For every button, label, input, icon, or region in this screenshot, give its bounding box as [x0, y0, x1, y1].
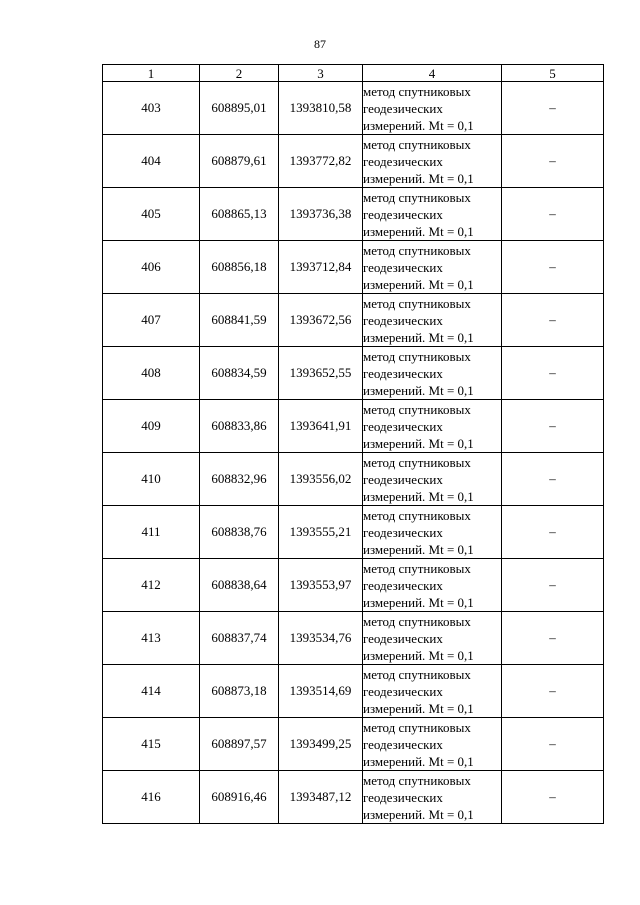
method-line: метод спутниковых [363, 295, 471, 311]
method-line: геодезических [363, 683, 443, 699]
method-cell [363, 294, 502, 347]
method-line: метод спутниковых [363, 401, 471, 417]
column-header: 3 [279, 65, 363, 82]
method-line: геодезических [363, 630, 443, 646]
x-coordinate-cell: 608832,96 [200, 453, 279, 506]
point-number-cell: 409 [103, 400, 200, 453]
method-cell [363, 241, 502, 294]
note-cell: – [502, 718, 604, 771]
table-row [103, 188, 604, 241]
method-line: метод спутниковых [363, 507, 471, 523]
point-number-cell: 406 [103, 241, 200, 294]
method-line: метод спутниковых [363, 83, 471, 99]
method-line: измерений. Mt = 0,1 [363, 223, 474, 239]
x-coordinate-cell: 608916,46 [200, 771, 279, 824]
method-line: метод спутниковых [363, 348, 471, 364]
coordinates-table [102, 64, 604, 824]
method-line: метод спутниковых [363, 666, 471, 682]
column-header: 1 [103, 65, 200, 82]
note-cell: – [502, 665, 604, 718]
x-coordinate-cell: 608838,64 [200, 559, 279, 612]
method-cell [363, 400, 502, 453]
method-line: измерений. Mt = 0,1 [363, 488, 474, 504]
table-row [103, 506, 604, 559]
method-line: геодезических [363, 365, 443, 381]
method-cell [363, 188, 502, 241]
x-coordinate-cell: 608897,57 [200, 718, 279, 771]
method-cell [363, 82, 502, 135]
note-cell: – [502, 294, 604, 347]
method-line: метод спутниковых [363, 136, 471, 152]
table-row [103, 453, 604, 506]
note-cell: – [502, 135, 604, 188]
method-line: геодезических [363, 418, 443, 434]
y-coordinate-cell: 1393556,02 [279, 453, 363, 506]
point-number-cell: 413 [103, 612, 200, 665]
method-line: метод спутниковых [363, 189, 471, 205]
method-cell [363, 665, 502, 718]
method-cell [363, 347, 502, 400]
method-line: метод спутниковых [363, 613, 471, 629]
point-number-cell: 407 [103, 294, 200, 347]
y-coordinate-cell: 1393712,84 [279, 241, 363, 294]
table-row [103, 347, 604, 400]
x-coordinate-cell: 608834,59 [200, 347, 279, 400]
method-cell [363, 506, 502, 559]
y-coordinate-cell: 1393553,97 [279, 559, 363, 612]
x-coordinate-cell: 608856,18 [200, 241, 279, 294]
table-row [103, 82, 604, 135]
table-row [103, 771, 604, 824]
note-cell: – [502, 82, 604, 135]
method-line: измерений. Mt = 0,1 [363, 647, 474, 663]
method-line: измерений. Mt = 0,1 [363, 435, 474, 451]
table-row [103, 665, 604, 718]
method-cell [363, 718, 502, 771]
point-number-cell: 405 [103, 188, 200, 241]
note-cell: – [502, 506, 604, 559]
point-number-cell: 412 [103, 559, 200, 612]
method-line: геодезических [363, 100, 443, 116]
point-number-cell: 404 [103, 135, 200, 188]
table-row [103, 294, 604, 347]
column-header: 5 [502, 65, 604, 82]
method-line: измерений. Mt = 0,1 [363, 276, 474, 292]
table-row [103, 612, 604, 665]
point-number-cell: 416 [103, 771, 200, 824]
note-cell: – [502, 559, 604, 612]
method-line: измерений. Mt = 0,1 [363, 117, 474, 133]
note-cell: – [502, 241, 604, 294]
y-coordinate-cell: 1393641,91 [279, 400, 363, 453]
y-coordinate-cell: 1393499,25 [279, 718, 363, 771]
point-number-cell: 410 [103, 453, 200, 506]
note-cell: – [502, 188, 604, 241]
method-line: геодезических [363, 259, 443, 275]
method-cell [363, 559, 502, 612]
method-line: измерений. Mt = 0,1 [363, 594, 474, 610]
y-coordinate-cell: 1393487,12 [279, 771, 363, 824]
note-cell: – [502, 612, 604, 665]
y-coordinate-cell: 1393772,82 [279, 135, 363, 188]
x-coordinate-cell: 608879,61 [200, 135, 279, 188]
method-line: геодезических [363, 471, 443, 487]
page-number: 87 [314, 37, 326, 51]
x-coordinate-cell: 608837,74 [200, 612, 279, 665]
column-header: 2 [200, 65, 279, 82]
method-line: геодезических [363, 789, 443, 805]
method-line: геодезических [363, 736, 443, 752]
y-coordinate-cell: 1393514,69 [279, 665, 363, 718]
method-line: измерений. Mt = 0,1 [363, 329, 474, 345]
method-line: метод спутниковых [363, 719, 471, 735]
table-header-row [103, 65, 604, 82]
column-header: 4 [363, 65, 502, 82]
x-coordinate-cell: 608873,18 [200, 665, 279, 718]
method-cell [363, 453, 502, 506]
table-body [103, 82, 604, 824]
method-line: измерений. Mt = 0,1 [363, 382, 474, 398]
method-cell [363, 135, 502, 188]
method-line: измерений. Mt = 0,1 [363, 541, 474, 557]
y-coordinate-cell: 1393652,55 [279, 347, 363, 400]
x-coordinate-cell: 608833,86 [200, 400, 279, 453]
method-line: метод спутниковых [363, 772, 471, 788]
method-line: геодезических [363, 206, 443, 222]
y-coordinate-cell: 1393555,21 [279, 506, 363, 559]
method-line: измерений. Mt = 0,1 [363, 753, 474, 769]
table-row [103, 135, 604, 188]
x-coordinate-cell: 608841,59 [200, 294, 279, 347]
method-line: метод спутниковых [363, 242, 471, 258]
method-line: измерений. Mt = 0,1 [363, 170, 474, 186]
y-coordinate-cell: 1393736,38 [279, 188, 363, 241]
method-line: геодезических [363, 153, 443, 169]
method-line: геодезических [363, 577, 443, 593]
method-line: геодезических [363, 524, 443, 540]
note-cell: – [502, 347, 604, 400]
point-number-cell: 414 [103, 665, 200, 718]
method-cell [363, 612, 502, 665]
table-row [103, 400, 604, 453]
y-coordinate-cell: 1393672,56 [279, 294, 363, 347]
x-coordinate-cell: 608838,76 [200, 506, 279, 559]
method-cell [363, 771, 502, 824]
table-row [103, 241, 604, 294]
y-coordinate-cell: 1393534,76 [279, 612, 363, 665]
x-coordinate-cell: 608895,01 [200, 82, 279, 135]
method-line: метод спутниковых [363, 560, 471, 576]
note-cell: – [502, 771, 604, 824]
method-line: метод спутниковых [363, 454, 471, 470]
method-line: геодезических [363, 312, 443, 328]
y-coordinate-cell: 1393810,58 [279, 82, 363, 135]
x-coordinate-cell: 608865,13 [200, 188, 279, 241]
point-number-cell: 411 [103, 506, 200, 559]
note-cell: – [502, 453, 604, 506]
table-row [103, 718, 604, 771]
method-line: измерений. Mt = 0,1 [363, 700, 474, 716]
table-row [103, 559, 604, 612]
method-line: измерений. Mt = 0,1 [363, 806, 474, 822]
point-number-cell: 408 [103, 347, 200, 400]
point-number-cell: 403 [103, 82, 200, 135]
point-number-cell: 415 [103, 718, 200, 771]
note-cell: – [502, 400, 604, 453]
